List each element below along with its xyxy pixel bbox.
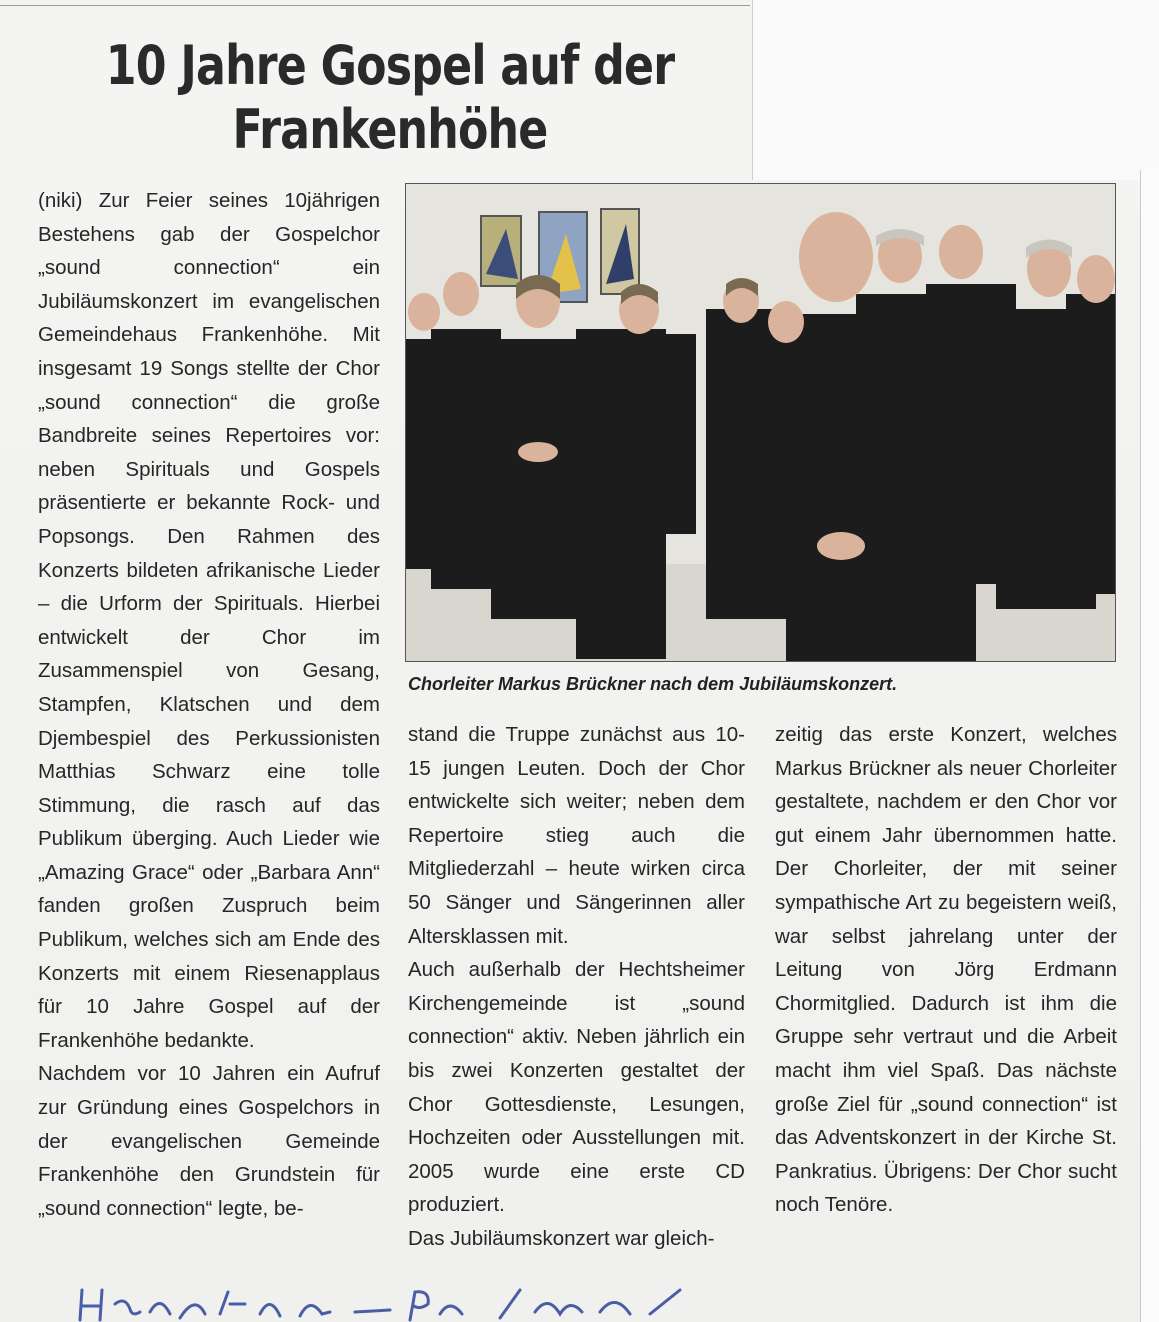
paragraph: Auch außerhalb der Hechtsheimer Kirchengemeinde ist „sound connection“ aktiv. Neben jährlich ein bis zwei Konzerten gestaltet der Chor Gottesdienste, Lesungen, Hochzeiten oder Ausstellungen mit. 2005 wurde eine erste CD produziert. [408, 958, 745, 1217]
paragraph: Das Jubiläumskonzert war gleich- [408, 1226, 715, 1250]
paper-top-edge [0, 0, 750, 6]
choir-photo-illustration [406, 184, 1115, 661]
paragraph: (niki) Zur Feier seines 10jährigen Bestehens gab der Gospelchor „sound connection“ ein Jubiläumskonzert im evangelischen Gemeindehaus Frankenhöhe. Mit insgesamt 19 Songs stellte der Chor „sound connection“ die große Bandbreite seines Repertoires vor: neben Spirituals und Gospels präsentierte er bekannte Rock- und Popsongs. Den Rahmen des Konzerts bildeten afrikanische Lieder – die Urform der Spirituals. Hierbei entwickelt der Chor im Zusammenspiel von Gesang, Stampfen, Klatschen und dem Djembespiel des Perkussionisten Matthias Schwarz eine tolle Stimmung, die rasch auf das Publikum überging. Auch Lieder wie „Amazing Grace“ oder „Barbara Ann“ fanden großen Zuspruch beim Publikum, welches sich am Ende des Konzerts mit einem Riesenapplaus für 10 Jahre Gospel auf der Frankenhöhe bedankte. [38, 189, 380, 1052]
choir-photo [405, 183, 1116, 662]
handwritten-annotation [70, 1284, 770, 1322]
paragraph: Nachdem vor 10 Jahren ein Aufruf zur Gründung eines Gospelchors in der evangelischen Gemeinde Frankenhöhe den Grundstein für „sound connection“ legte, be- [38, 1062, 380, 1220]
article-column-3 [775, 718, 1117, 1222]
paper-neighbor-article [752, 0, 1159, 180]
paragraph: zeitig das erste Konzert, welches Markus Brückner als neuer Chorleiter gestaltete, nachdem er den Chor vor gut einem Jahr übernommen hatte. Der Chorleiter, der mit seiner sympathische Art zu begeistern weiß, war selbst jahrelang unter der Leitung von Jörg Erdmann Chormitglied. Dadurch ist ihm die Gruppe sehr vertraut und die Arbeit macht ihm viel Spaß. Das nächste große Ziel für „sound connection“ ist das Adventskonzert in der Kirche St. Pankratius. Übrigens: Der Chor sucht noch Tenöre. [775, 723, 1117, 1217]
article-column-1 [38, 184, 380, 1225]
paragraph: stand die Truppe zunächst aus 10-15 jungen Leuten. Doch der Chor entwickelte sich weiter; neben dem Repertoire stieg auch die Mitgliederzahl – heute wirken circa 50 Sänger und Sängerinnen aller Altersklassen mit. [408, 723, 745, 948]
photo-caption: Chorleiter Markus Brückner nach dem Jubiläumskonzert. [408, 674, 898, 694]
paper-right-edge [1140, 170, 1159, 1322]
article-headline: 10 Jahre Gospel auf der Frankenhöhe [105, 34, 675, 161]
article-column-2 [408, 718, 745, 1256]
